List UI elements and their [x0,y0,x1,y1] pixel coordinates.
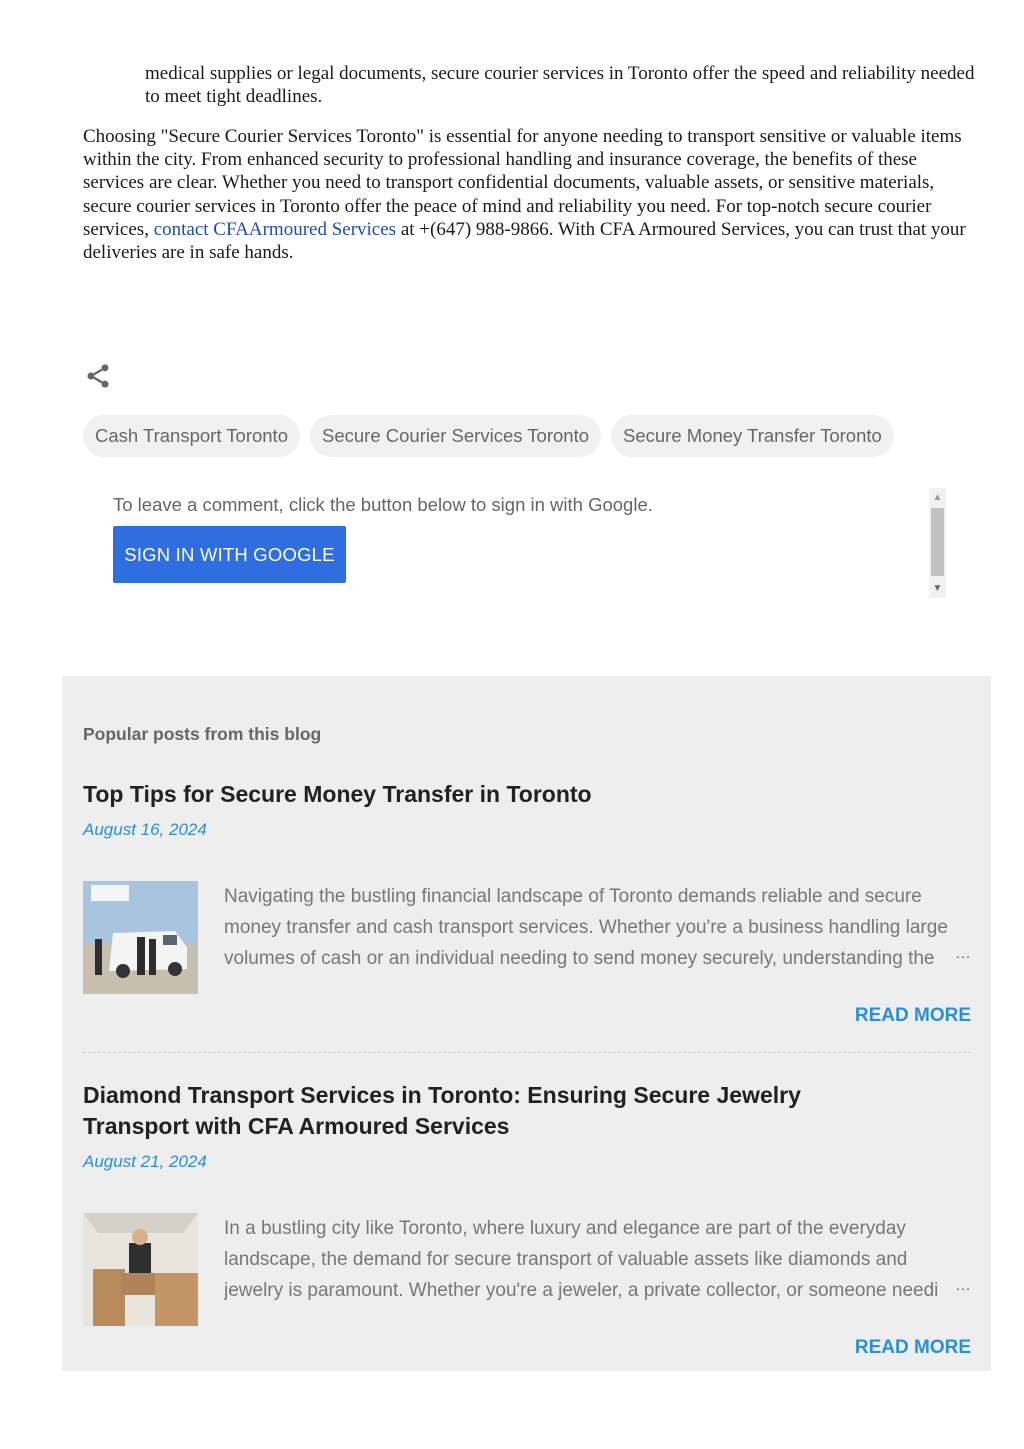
conclusion-text-start: Choosing "Secure Courier Services Toronto" is essential for anyone needing to transport sensitive or valuable items within the city. From enhanced security to professional handling and insurance coverage, the benefits of these services are clear. Whether you need to transport confidential documents, valuable assets, or sensitive materials, secure courier services in Toronto offer the peace of mind and reliability you need. For top-notch secure courier services, [83,126,962,240]
snippet-ellipsis-link[interactable]: … [955,945,971,962]
conclusion-text-end: at +(647) 988-9866. With CFA Armoured Services, you can trust that your deliveries are in safe hands. [83,218,966,264]
post-title-link[interactable]: Diamond Transport Services in Toronto: Ensuring Secure Jewelry Transport with CFA Armoured Services [83,1082,801,1139]
scroll-thumb[interactable] [931,508,944,576]
post-divider [83,1052,971,1053]
article-body [62,0,991,676]
comment-prompt: To leave a comment, click the button below to sign in with Google. [113,494,653,515]
post-thumbnail-van-image[interactable] [83,881,198,994]
read-more-link[interactable]: READ MORE [854,1005,971,1026]
post-labels [83,415,894,457]
snippet-ellipsis-link[interactable]: … [955,1277,971,1294]
label-secure-courier[interactable]: Secure Courier Services Toronto [310,415,601,457]
popular-post [83,779,971,1026]
post-snippet: In a bustling city like Toronto, where luxury and elegance are part of the everyday landscape, the demand for secure transport of valuable assets like diamonds and jewelry is paramount. Whether you're a jeweler, a private collector, or someone needi [224,1218,939,1301]
popular-posts-heading: Popular posts from this blog [83,724,322,744]
popular-posts-section [62,676,991,1371]
contact-link[interactable]: contact CFAArmoured Services [153,218,397,240]
sign-in-google-button[interactable]: SIGN IN WITH GOOGLE [113,526,346,583]
label-cash-transport[interactable]: Cash Transport Toronto [83,415,300,457]
post-thumbnail-van-interior-image[interactable] [83,1213,198,1326]
post-title-link[interactable]: Top Tips for Secure Money Transfer in Toronto [83,781,592,807]
comment-frame [113,488,946,598]
share-icon[interactable] [84,362,112,390]
post-snippet: Navigating the bustling financial landscape of Toronto demands reliable and secure money transfer and cash transport services. Whether you're a business handling large volumes of cash or an individual needing to send money securely, understanding the [224,886,948,969]
post-date[interactable]: August 21, 2024 [83,1152,207,1171]
article-conclusion-paragraph [83,125,973,264]
scroll-up-icon[interactable]: ▲ [932,492,943,503]
scroll-down-icon[interactable]: ▼ [932,583,943,594]
article-indented-paragraph: medical supplies or legal documents, secure courier services in Toronto offer the speed and reliability needed to meet tight deadlines. [145,63,975,108]
comment-scrollbar[interactable] [929,488,946,598]
label-secure-money-transfer[interactable]: Secure Money Transfer Toronto [611,415,894,457]
read-more-link[interactable]: READ MORE [854,1337,971,1358]
post-date[interactable]: August 16, 2024 [83,820,207,839]
popular-post [83,1080,971,1358]
